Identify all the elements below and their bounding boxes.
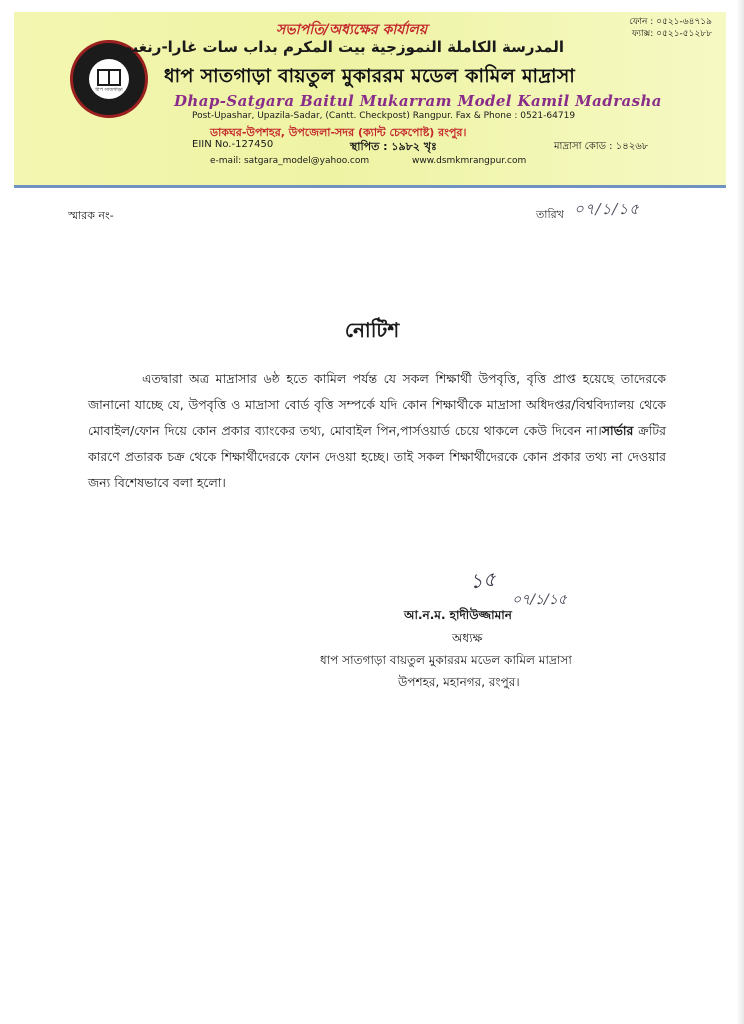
scan-edge-shadow [736, 0, 744, 1024]
memo-number-label: স্মারক নং- [68, 209, 114, 222]
email-address: e-mail: satgara_model@yahoo.com [210, 156, 370, 166]
notice-body-part1: এতদ্বারা অত্র মাদ্রাসার ৬ষ্ঠ হতে কামিল পর্যন্ত যে সকল শিক্ষার্থী উপবৃত্তি, বৃত্তি প্রাপ্ত হয়েছে তাদেরকে জানানো যাচ্ছে যে, উপবৃত্তি ও মাদ্রাসা বোর্ড বৃত্তি সম্পর্কে যদি কোন শিক্ষার্থীকে মাদ্রাসা অধিদপ্তর/বিশ্ববিদ্যালয় থেকে মোবাইল/ফোন দিয়ে কোন প্রকার ব্যাংকের তথ্য, মোবাইল পিন,পার্সওয়ার্ড চেয়ে থাকলে কেউ দিবেন না। [88, 371, 666, 438]
signer-institution: ধাপ সাতগাড়া বায়তুল মুকাররম মডেল কামিল মাদ্রাসা [320, 653, 572, 667]
signer-institution-address: উপশহর, মহানগর, রংপুর। [398, 675, 520, 689]
english-institution-name: Dhap-Satgara Baitul Mukarram Model Kamil Madrasha [174, 92, 662, 110]
signature-date: ০৭/১/১৫ [512, 592, 567, 608]
notice-body-bold: সার্ভার [601, 423, 634, 438]
website-address: www.dsmkmrangpur.com [412, 156, 527, 166]
english-address: Post-Upashar, Upazila-Sadar, (Cantt. Checkpost) Rangpur. Fax & Phone : 0521-64719 [192, 111, 576, 121]
notice-body [88, 366, 666, 496]
arabic-name: المدرسة الكاملة النموزجية بيت المكرم بداب سات غارا-رنغبور [114, 38, 564, 56]
notice-body-part2: ক্রটির কারণে প্রতারক চক্র থেকে শিক্ষার্থীদেরকে ফোন দেওয়া হচ্ছে। তাই সকল শিক্ষার্থীদেরকে কোন প্রকার তথ্য না দেওয়ার জন্য বিশেষভাবে বলা হলো। [88, 423, 666, 490]
signer-name: আ.ন.ম. হাদীউজ্জামান [404, 608, 512, 622]
logo-caption: ধাপ সাতগাড়া [95, 87, 123, 93]
notice-title: নোটিশ [344, 318, 400, 342]
signer-designation: অধ্যক্ষ [452, 631, 483, 645]
phone-number: ফোন : ০৫২১-৬৪৭১৯ [629, 17, 712, 27]
contact-numbers [629, 16, 712, 40]
book-icon [97, 69, 121, 86]
established-year: স্থাপিত : ১৯৮২ খৃঃ [350, 140, 437, 153]
letterhead [14, 12, 726, 188]
handwritten-date: ০৭/১/১৫ [574, 200, 640, 218]
fax-number: ফ্যাক্স: ০৫২১-৫১২৮৮ [631, 29, 712, 39]
logo-inner-circle [89, 59, 129, 99]
signature-scribble: ১৫ [468, 566, 497, 594]
madrasa-code: মাদ্রাসা কোড : ১৪২৬৮ [554, 141, 649, 152]
date-label: তারিখ [536, 208, 564, 221]
bengali-institution-name: ধাপ সাতগাড়া বায়তুল মুকাররম মডেল কামিল মাদ্রাসা [164, 65, 576, 87]
eiin-number: EIIN No.-127450 [192, 139, 274, 150]
office-title: সভাপতি/অধ্যক্ষের কার্যালয় [276, 22, 428, 38]
bengali-address: ডাকঘর-উপশহর, উপজেলা-সদর (ক্যান্ট চেকপোষ্ট) রংপুর। [210, 126, 467, 139]
